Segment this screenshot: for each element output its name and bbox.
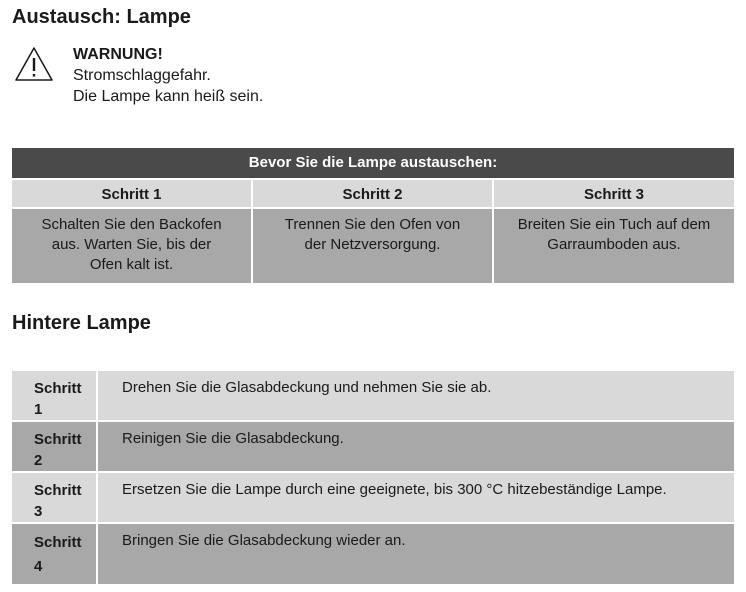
step-text: Bringen Sie die Glasabdeckung wieder an. [122, 532, 406, 549]
table-cell: Breiten Sie ein Tuch auf dem Garraumboden aus. [494, 209, 734, 283]
table-row [12, 524, 734, 586]
table-row [12, 371, 734, 422]
table-body-row [12, 209, 734, 283]
step-label-number: 2 [34, 452, 43, 469]
table-row [12, 422, 734, 473]
table-banner: Bevor Sie die Lampe austauschen: [12, 148, 734, 180]
warning-line: Stromschlaggefahr. [73, 67, 211, 84]
step-label [12, 371, 98, 420]
step-label-number: 4 [34, 558, 43, 575]
step-label-word: Schritt [34, 380, 82, 397]
column-header: Schritt 1 [12, 180, 253, 209]
step-label-word: Schritt [34, 482, 82, 499]
warning-text [73, 44, 263, 107]
section-title: Hintere Lampe [12, 312, 151, 334]
step-label [12, 524, 98, 584]
column-header: Schritt 3 [494, 180, 734, 209]
warning-title: WARNUNG! [73, 46, 163, 63]
warning-block [14, 44, 614, 114]
step-label-word: Schritt [34, 534, 82, 551]
page-title: Austausch: Lampe [12, 6, 191, 28]
step-label-number: 3 [34, 503, 43, 520]
table-cell: Schalten Sie den Backofen aus. Warten Sie, bis der Ofen kalt ist. [12, 209, 253, 283]
step-label [12, 473, 98, 522]
step-text: Drehen Sie die Glasabdeckung und nehmen Sie sie ab. [122, 379, 492, 396]
table-header-row [12, 180, 734, 209]
column-header: Schritt 2 [253, 180, 494, 209]
table-cell: Trennen Sie den Ofen von der Netzversorgung. [253, 209, 494, 283]
step-text: Reinigen Sie die Glasabdeckung. [122, 430, 344, 447]
table-row [12, 473, 734, 524]
step-label [12, 422, 98, 471]
steps-table [12, 371, 734, 586]
before-replacement-table [12, 148, 734, 283]
warning-triangle-icon [14, 46, 54, 82]
step-label-word: Schritt [34, 431, 82, 448]
step-text: Ersetzen Sie die Lampe durch eine geeignete, bis 300 °C hitzebeständige Lampe. [122, 481, 667, 498]
step-label-number: 1 [34, 401, 43, 418]
warning-line: Die Lampe kann heiß sein. [73, 88, 264, 105]
